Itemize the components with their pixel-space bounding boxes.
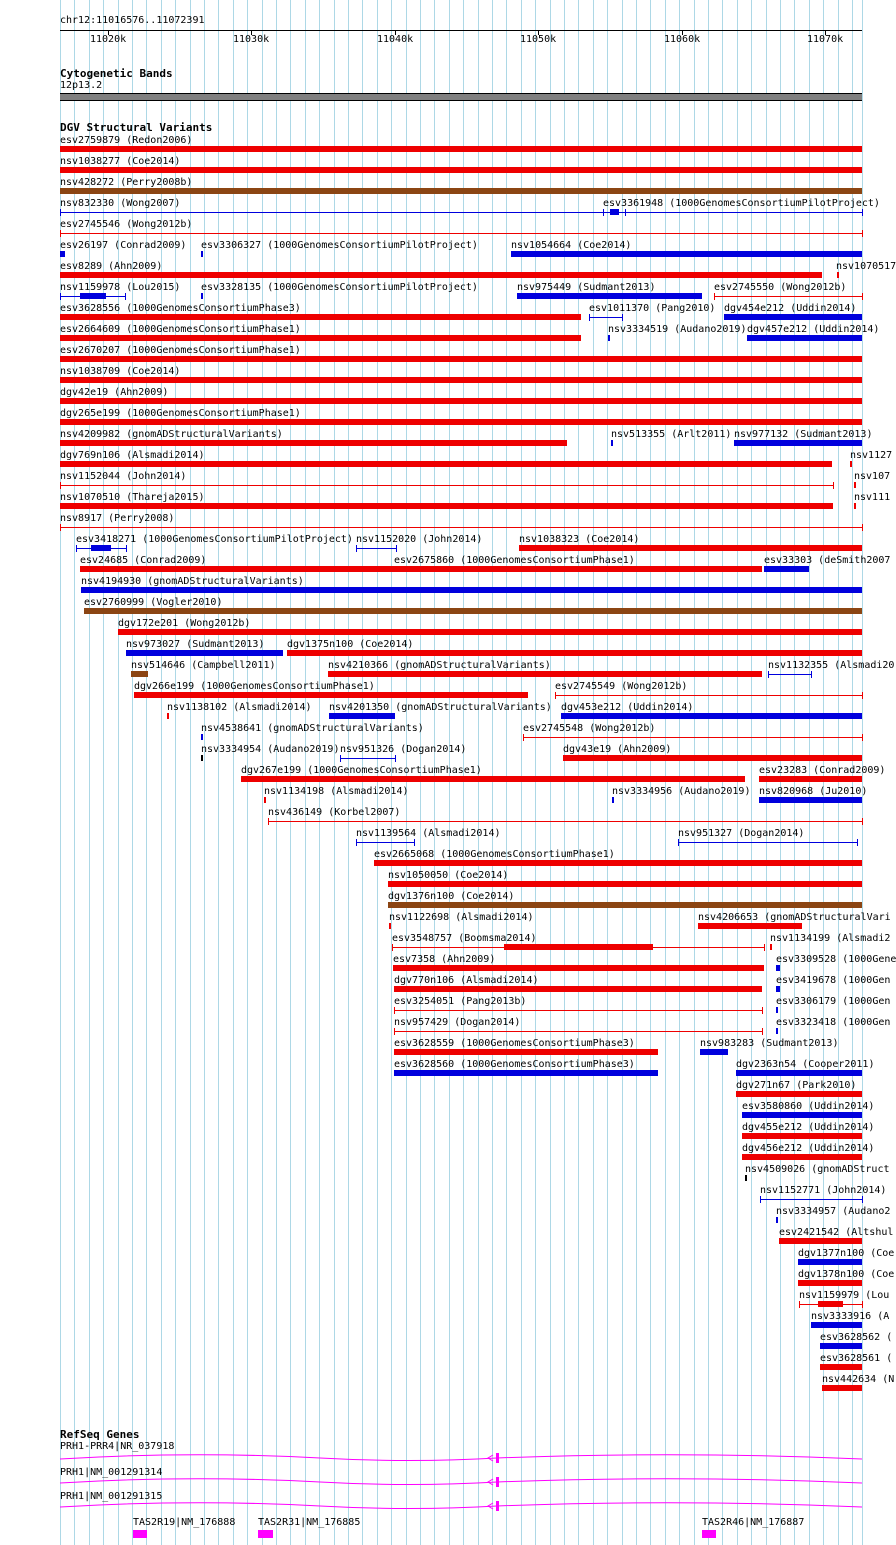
variant-label: nsv8917 (Perry2008) bbox=[60, 513, 175, 524]
variant-bar[interactable] bbox=[60, 398, 862, 404]
variant-line-end bbox=[396, 545, 397, 552]
variant-line[interactable] bbox=[394, 1031, 762, 1032]
variant-label: nsv973027 (Sudmant2013) bbox=[126, 639, 265, 650]
variant-label: nsv820968 (Ju2010) bbox=[759, 786, 868, 797]
variant-label: nsv1138102 (Alsmadi2014) bbox=[167, 702, 312, 713]
variant-line[interactable] bbox=[523, 737, 862, 738]
variant-bar[interactable] bbox=[134, 692, 528, 698]
variant-line[interactable] bbox=[340, 758, 395, 759]
gene-label: PRH1-PRR4|NR_037918 bbox=[60, 1441, 175, 1452]
variant-bar[interactable] bbox=[60, 503, 833, 509]
variant-label: nsv951326 (Dogan2014) bbox=[340, 744, 467, 755]
variant-label: esv3328135 (1000GenomesConsortiumPilotProject) bbox=[201, 282, 478, 293]
variant-bar[interactable] bbox=[393, 965, 764, 971]
variant-bar[interactable] bbox=[798, 1280, 862, 1286]
position-ruler[interactable] bbox=[0, 26, 890, 48]
variant-label: esv2760999 (Vogler2010) bbox=[84, 597, 223, 608]
variant-label: nsv428272 (Perry2008b) bbox=[60, 177, 193, 188]
variant-label: nsv1159979 (Lou bbox=[799, 1290, 890, 1301]
variant-bar[interactable] bbox=[394, 986, 762, 992]
variant-bar[interactable] bbox=[561, 713, 862, 719]
gene-exon[interactable] bbox=[133, 1530, 147, 1538]
refseq-track-title: RefSeq Genes bbox=[60, 1428, 140, 1441]
variant-line-end bbox=[862, 524, 863, 531]
variant-bar[interactable] bbox=[287, 650, 862, 656]
variant-bar[interactable] bbox=[201, 755, 203, 761]
variant-bar[interactable] bbox=[779, 1238, 862, 1244]
variant-label: nsv1139564 (Alsmadi2014) bbox=[356, 828, 501, 839]
variant-label: dgv770n106 (Alsmadi2014) bbox=[394, 975, 539, 986]
variant-bar[interactable] bbox=[608, 335, 610, 341]
variant-label: nsv3333916 (A bbox=[811, 1311, 890, 1322]
variant-bar[interactable] bbox=[736, 1070, 862, 1076]
variant-label: nsv832330 (Wong2007) bbox=[60, 198, 181, 209]
variant-line-end bbox=[60, 230, 61, 237]
gene-label: PRH1|NM_001291314 bbox=[60, 1467, 163, 1478]
variant-label: esv3323418 (1000Gen bbox=[776, 1017, 891, 1028]
variant-line-end bbox=[523, 734, 524, 741]
variant-label: nsv1070510 (Thareja2015) bbox=[60, 492, 205, 503]
variant-label: dgv265e199 (1000GenomesConsortiumPhase1) bbox=[60, 408, 301, 419]
variant-line[interactable] bbox=[268, 821, 862, 822]
variant-label: esv3306179 (1000Gen bbox=[776, 996, 891, 1007]
variant-bar[interactable] bbox=[776, 986, 780, 992]
variant-line-end bbox=[268, 818, 269, 825]
variant-bar[interactable] bbox=[201, 251, 203, 257]
variant-label: dgv1378n100 (Coe bbox=[798, 1269, 895, 1280]
variant-bar[interactable] bbox=[770, 944, 772, 950]
variant-bar[interactable] bbox=[759, 776, 862, 782]
variant-bar[interactable] bbox=[241, 776, 745, 782]
gene-exon[interactable] bbox=[258, 1530, 273, 1538]
variant-label: esv2745546 (Wong2012b) bbox=[60, 219, 193, 230]
ruler-tick-label: 11070k bbox=[807, 34, 844, 45]
variant-line-end bbox=[394, 1028, 395, 1035]
variant-bar[interactable] bbox=[329, 713, 395, 719]
variant-bar[interactable] bbox=[854, 482, 856, 488]
variant-line-end bbox=[862, 692, 863, 699]
variant-bar[interactable] bbox=[742, 1133, 862, 1139]
variant-label: esv8289 (Ahn2009) bbox=[60, 261, 163, 272]
variant-line-end bbox=[392, 944, 393, 951]
variant-bar[interactable] bbox=[81, 587, 862, 593]
variant-line-end bbox=[862, 1301, 863, 1308]
variant-bar[interactable] bbox=[60, 251, 65, 257]
variant-line-end bbox=[760, 1196, 761, 1203]
variant-line-end bbox=[589, 314, 590, 321]
variant-bar[interactable] bbox=[328, 671, 762, 677]
variant-label: esv33303 (deSmith2007 bbox=[764, 555, 891, 566]
variant-line-end bbox=[414, 839, 415, 846]
variant-label: nsv111 bbox=[854, 492, 891, 503]
variant-line[interactable] bbox=[760, 1199, 862, 1200]
variant-label: nsv1152771 (John2014) bbox=[760, 1185, 887, 1196]
variant-label: esv1011370 (Pang2010) bbox=[589, 303, 716, 314]
variant-label: dgv172e201 (Wong2012b) bbox=[118, 618, 251, 629]
variant-bar[interactable] bbox=[759, 797, 862, 803]
variant-line[interactable] bbox=[60, 527, 862, 528]
variant-bar[interactable] bbox=[854, 503, 856, 509]
variant-bar[interactable] bbox=[820, 1343, 862, 1349]
variant-label: nsv1050050 (Coe2014) bbox=[388, 870, 509, 881]
cytoband-track-title: Cytogenetic Bands bbox=[60, 67, 173, 80]
variant-label: nsv4210366 (gnomADStructuralVariants) bbox=[328, 660, 551, 671]
variant-line-end bbox=[394, 1007, 395, 1014]
variant-label: nsv1122698 (Alsmadi2014) bbox=[389, 912, 534, 923]
variant-bar[interactable] bbox=[388, 881, 862, 887]
variant-label: dgv456e212 (Uddin2014) bbox=[742, 1143, 875, 1154]
variant-label: dgv266e199 (1000GenomesConsortiumPhase1) bbox=[134, 681, 375, 692]
variant-label: nsv4509026 (gnomADStruct bbox=[745, 1164, 890, 1175]
variant-bar[interactable] bbox=[80, 293, 106, 299]
variant-line-end bbox=[762, 1028, 763, 1035]
variant-line-end bbox=[356, 839, 357, 846]
variant-label: esv24685 (Conrad2009) bbox=[80, 555, 207, 566]
variant-line-end bbox=[811, 671, 812, 678]
variant-line-end bbox=[625, 209, 626, 216]
variant-line-end bbox=[60, 524, 61, 531]
variant-bar[interactable] bbox=[747, 335, 862, 341]
variant-bar[interactable] bbox=[60, 188, 862, 194]
variant-label: esv3309528 (1000Gene bbox=[776, 954, 896, 965]
variant-line[interactable] bbox=[555, 695, 862, 696]
variant-label: esv26197 (Conrad2009) bbox=[60, 240, 187, 251]
variant-line-end bbox=[395, 755, 396, 762]
variant-label: nsv1127 bbox=[850, 450, 893, 461]
variant-label: nsv514646 (Campbell2011) bbox=[131, 660, 276, 671]
variant-bar[interactable] bbox=[745, 1175, 747, 1181]
variant-label: dgv453e212 (Uddin2014) bbox=[561, 702, 694, 713]
variant-bar[interactable] bbox=[201, 734, 203, 740]
variant-label: esv3254051 (Pang2013b) bbox=[394, 996, 527, 1007]
variant-bar[interactable] bbox=[822, 1385, 862, 1391]
variant-label: esv2421542 (Altshul bbox=[779, 1227, 894, 1238]
variant-label: dgv42e19 (Ahn2009) bbox=[60, 387, 169, 398]
variant-bar[interactable] bbox=[60, 419, 862, 425]
variant-label: nsv957429 (Dogan2014) bbox=[394, 1017, 521, 1028]
variant-bar[interactable] bbox=[60, 377, 862, 383]
variant-line[interactable] bbox=[678, 842, 857, 843]
gene-label: TAS2R46|NM_176887 bbox=[702, 1517, 805, 1528]
variant-bar[interactable] bbox=[612, 797, 614, 803]
variant-bar[interactable] bbox=[167, 713, 169, 719]
variant-bar[interactable] bbox=[798, 1259, 862, 1265]
variant-line-end bbox=[60, 482, 61, 489]
variant-bar[interactable] bbox=[388, 902, 862, 908]
variant-label: nsv1152044 (John2014) bbox=[60, 471, 187, 482]
variant-bar[interactable] bbox=[60, 335, 581, 341]
variant-bar[interactable] bbox=[60, 146, 862, 152]
variant-line[interactable] bbox=[356, 842, 414, 843]
variant-bar[interactable] bbox=[811, 1322, 862, 1328]
variant-label: nsv3334954 (Audano2019) bbox=[201, 744, 340, 755]
variant-line-end bbox=[764, 944, 765, 951]
variant-label: nsv4201350 (gnomADStructuralVariants) bbox=[329, 702, 552, 713]
dgv-track-title: DGV Structural Variants bbox=[60, 121, 213, 134]
variant-line[interactable] bbox=[60, 212, 862, 213]
variant-label: nsv3334957 (Audano2 bbox=[776, 1206, 891, 1217]
gene-exon[interactable] bbox=[702, 1530, 716, 1538]
variant-line-end bbox=[799, 1301, 800, 1308]
location-label: chr12:11016576..11072391 bbox=[60, 15, 205, 26]
variant-line-end bbox=[678, 839, 679, 846]
variant-bar[interactable] bbox=[126, 650, 283, 656]
variant-bar[interactable] bbox=[60, 356, 862, 362]
variant-label: nsv513355 (Arlt2011) bbox=[611, 429, 732, 440]
variant-label: esv23283 (Conrad2009) bbox=[759, 765, 886, 776]
variant-bar[interactable] bbox=[517, 293, 702, 299]
variant-bar[interactable] bbox=[837, 272, 839, 278]
gene-label: TAS2R31|NM_176885 bbox=[258, 1517, 361, 1528]
variant-bar[interactable] bbox=[818, 1301, 843, 1307]
cytoband-label: 12p13.2 bbox=[60, 80, 103, 91]
variant-label: esv3580860 (Uddin2014) bbox=[742, 1101, 875, 1112]
variant-bar[interactable] bbox=[60, 167, 862, 173]
variant-label: esv3628562 ( bbox=[820, 1332, 893, 1343]
variant-line-end bbox=[862, 734, 863, 741]
variant-line-end bbox=[603, 209, 604, 216]
variant-label: dgv455e212 (Uddin2014) bbox=[742, 1122, 875, 1133]
variant-line-end bbox=[714, 293, 715, 300]
variant-label: nsv4209982 (gnomADStructuralVariants) bbox=[60, 429, 283, 440]
variant-bar[interactable] bbox=[776, 1217, 778, 1223]
variant-line-end bbox=[60, 293, 61, 300]
variant-bar[interactable] bbox=[389, 923, 391, 929]
variant-bar[interactable] bbox=[374, 860, 862, 866]
variant-bar[interactable] bbox=[776, 965, 780, 971]
variant-bar[interactable] bbox=[201, 293, 203, 299]
gene-label: PRH1|NM_001291315 bbox=[60, 1491, 163, 1502]
variant-label: esv3419678 (1000Gen bbox=[776, 975, 891, 986]
variant-bar[interactable] bbox=[700, 1049, 728, 1055]
variant-label: nsv1134198 (Alsmadi2014) bbox=[264, 786, 409, 797]
variant-label: nsv1070517 bbox=[836, 261, 896, 272]
variant-label: esv3548757 (Boomsma2014) bbox=[392, 933, 537, 944]
variant-label: esv2745548 (Wong2012b) bbox=[523, 723, 656, 734]
ruler-tick-label: 11050k bbox=[520, 34, 557, 45]
variant-label: nsv3334956 (Audano2019) bbox=[612, 786, 751, 797]
variant-label: dgv43e19 (Ahn2009) bbox=[563, 744, 672, 755]
ruler-tick-label: 11030k bbox=[233, 34, 270, 45]
variant-line-end bbox=[60, 209, 61, 216]
variant-line-end bbox=[126, 545, 127, 552]
variant-label: esv2670207 (1000GenomesConsortiumPhase1) bbox=[60, 345, 301, 356]
variant-label: nsv4538641 (gnomADStructuralVariants) bbox=[201, 723, 424, 734]
variant-label: esv2759879 (Redon2006) bbox=[60, 135, 193, 146]
variant-bar[interactable] bbox=[776, 1007, 778, 1013]
variant-bar[interactable] bbox=[776, 1028, 778, 1034]
variant-bar[interactable] bbox=[394, 1070, 658, 1076]
variant-label: nsv1132355 (Alsmadi20 bbox=[768, 660, 895, 671]
variant-label: nsv442634 (N bbox=[822, 1374, 895, 1385]
variant-line-end bbox=[862, 230, 863, 237]
variant-label: nsv1038323 (Coe2014) bbox=[519, 534, 640, 545]
variant-label: esv2664609 (1000GenomesConsortiumPhase1) bbox=[60, 324, 301, 335]
variant-label: dgv1377n100 (Coe bbox=[798, 1248, 895, 1259]
variant-line-end bbox=[862, 1196, 863, 1203]
variant-label: nsv1159978 (Lou2015) bbox=[60, 282, 181, 293]
variant-bar[interactable] bbox=[736, 1091, 862, 1097]
variant-label: esv7358 (Ahn2009) bbox=[393, 954, 496, 965]
variant-bar[interactable] bbox=[511, 251, 862, 257]
variant-bar[interactable] bbox=[563, 755, 862, 761]
variant-label: nsv1038277 (Coe2014) bbox=[60, 156, 181, 167]
variant-line[interactable] bbox=[356, 548, 396, 549]
variant-bar[interactable] bbox=[698, 923, 802, 929]
variant-bar[interactable] bbox=[264, 797, 266, 803]
variant-bar[interactable] bbox=[610, 209, 619, 215]
variant-line[interactable] bbox=[60, 485, 833, 486]
variant-bar[interactable] bbox=[734, 440, 862, 446]
variant-bar[interactable] bbox=[60, 440, 567, 446]
variant-label: dgv1375n100 (Coe2014) bbox=[287, 639, 414, 650]
variant-label: nsv107 bbox=[854, 471, 891, 482]
variant-label: esv3628561 ( bbox=[820, 1353, 893, 1364]
variant-label: nsv951327 (Dogan2014) bbox=[678, 828, 805, 839]
variant-label: esv2665068 (1000GenomesConsortiumPhase1) bbox=[374, 849, 615, 860]
variant-line[interactable] bbox=[394, 1010, 762, 1011]
variant-label: dgv457e212 (Uddin2014) bbox=[747, 324, 880, 335]
variant-bar[interactable] bbox=[519, 545, 862, 551]
variant-line-end bbox=[857, 839, 858, 846]
variant-label: dgv454e212 (Uddin2014) bbox=[724, 303, 857, 314]
variant-bar[interactable] bbox=[611, 440, 613, 446]
gene-model[interactable] bbox=[0, 1472, 890, 1492]
variant-bar[interactable] bbox=[131, 671, 148, 677]
variant-line-end bbox=[862, 209, 863, 216]
variant-label: esv3418271 (1000GenomesConsortiumPilotProject) bbox=[76, 534, 353, 545]
variant-bar[interactable] bbox=[764, 566, 809, 572]
variant-line-end bbox=[555, 692, 556, 699]
variant-line-end bbox=[862, 818, 863, 825]
variant-label: nsv977132 (Sudmant2013) bbox=[734, 429, 873, 440]
variant-line[interactable] bbox=[714, 296, 862, 297]
variant-bar[interactable] bbox=[60, 314, 581, 320]
variant-bar[interactable] bbox=[742, 1154, 862, 1160]
variant-label: esv3628560 (1000GenomesConsortiumPhase3) bbox=[394, 1059, 635, 1070]
gene-label: TAS2R19|NM_176888 bbox=[133, 1517, 236, 1528]
variant-bar[interactable] bbox=[394, 566, 762, 572]
ruler-tick-label: 11040k bbox=[377, 34, 414, 45]
variant-line-end bbox=[340, 755, 341, 762]
variant-line-end bbox=[125, 293, 126, 300]
variant-label: esv3361948 (1000GenomesConsortiumPilotProject) bbox=[603, 198, 880, 209]
ruler-line bbox=[60, 30, 862, 31]
variant-line-end bbox=[76, 545, 77, 552]
ruler-tick-label: 11020k bbox=[90, 34, 127, 45]
variant-line-end bbox=[833, 482, 834, 489]
variant-bar[interactable] bbox=[118, 629, 862, 635]
variant-label: dgv1376n100 (Coe2014) bbox=[388, 891, 515, 902]
gene-model[interactable] bbox=[0, 1496, 890, 1516]
variant-label: esv2745549 (Wong2012b) bbox=[555, 681, 688, 692]
variant-label: nsv1134199 (Alsmadi2 bbox=[770, 933, 891, 944]
variant-bar[interactable] bbox=[60, 461, 832, 467]
variant-line-end bbox=[862, 293, 863, 300]
variant-bar[interactable] bbox=[84, 608, 862, 614]
variant-label: esv3306327 (1000GenomesConsortiumPilotProject) bbox=[201, 240, 478, 251]
variant-label: dgv769n106 (Alsmadi2014) bbox=[60, 450, 205, 461]
variant-bar[interactable] bbox=[60, 272, 822, 278]
variant-bar[interactable] bbox=[742, 1112, 862, 1118]
variant-label: nsv4194930 (gnomADStructuralVariants) bbox=[81, 576, 304, 587]
variant-line-end bbox=[762, 1007, 763, 1014]
variant-bar[interactable] bbox=[91, 545, 111, 551]
variant-line-end bbox=[768, 671, 769, 678]
variant-label: dgv2363n54 (Cooper2011) bbox=[736, 1059, 875, 1070]
variant-label: nsv3334519 (Audano2019) bbox=[608, 324, 747, 335]
ruler-tick-label: 11060k bbox=[664, 34, 701, 45]
variant-label: esv2675860 (1000GenomesConsortiumPhase1) bbox=[394, 555, 635, 566]
variant-label: nsv1152020 (John2014) bbox=[356, 534, 483, 545]
variant-bar[interactable] bbox=[724, 314, 862, 320]
variant-line[interactable] bbox=[768, 674, 811, 675]
variant-bar[interactable] bbox=[504, 944, 653, 950]
variant-label: dgv267e199 (1000GenomesConsortiumPhase1) bbox=[241, 765, 482, 776]
variant-label: esv2745550 (Wong2012b) bbox=[714, 282, 847, 293]
variant-line-end bbox=[356, 545, 357, 552]
variant-label: nsv975449 (Sudmant2013) bbox=[517, 282, 656, 293]
gene-model[interactable] bbox=[0, 1448, 890, 1468]
variant-label: nsv1038709 (Coe2014) bbox=[60, 366, 181, 377]
cytoband-bar[interactable] bbox=[60, 93, 862, 101]
variant-label: nsv983283 (Sudmant2013) bbox=[700, 1038, 839, 1049]
variant-bar[interactable] bbox=[850, 461, 852, 467]
variant-label: dgv271n67 (Park2010) bbox=[736, 1080, 857, 1091]
variant-line-end bbox=[622, 314, 623, 321]
variant-label: nsv1054664 (Coe2014) bbox=[511, 240, 632, 251]
variant-line[interactable] bbox=[589, 317, 622, 318]
variant-bar[interactable] bbox=[820, 1364, 862, 1370]
variant-bar[interactable] bbox=[394, 1049, 658, 1055]
variant-line[interactable] bbox=[60, 233, 862, 234]
variant-label: esv3628559 (1000GenomesConsortiumPhase3) bbox=[394, 1038, 635, 1049]
variant-label: nsv4206653 (gnomADStructuralVari bbox=[698, 912, 891, 923]
variant-label: nsv436149 (Korbel2007) bbox=[268, 807, 401, 818]
variant-label: esv3628556 (1000GenomesConsortiumPhase3) bbox=[60, 303, 301, 314]
